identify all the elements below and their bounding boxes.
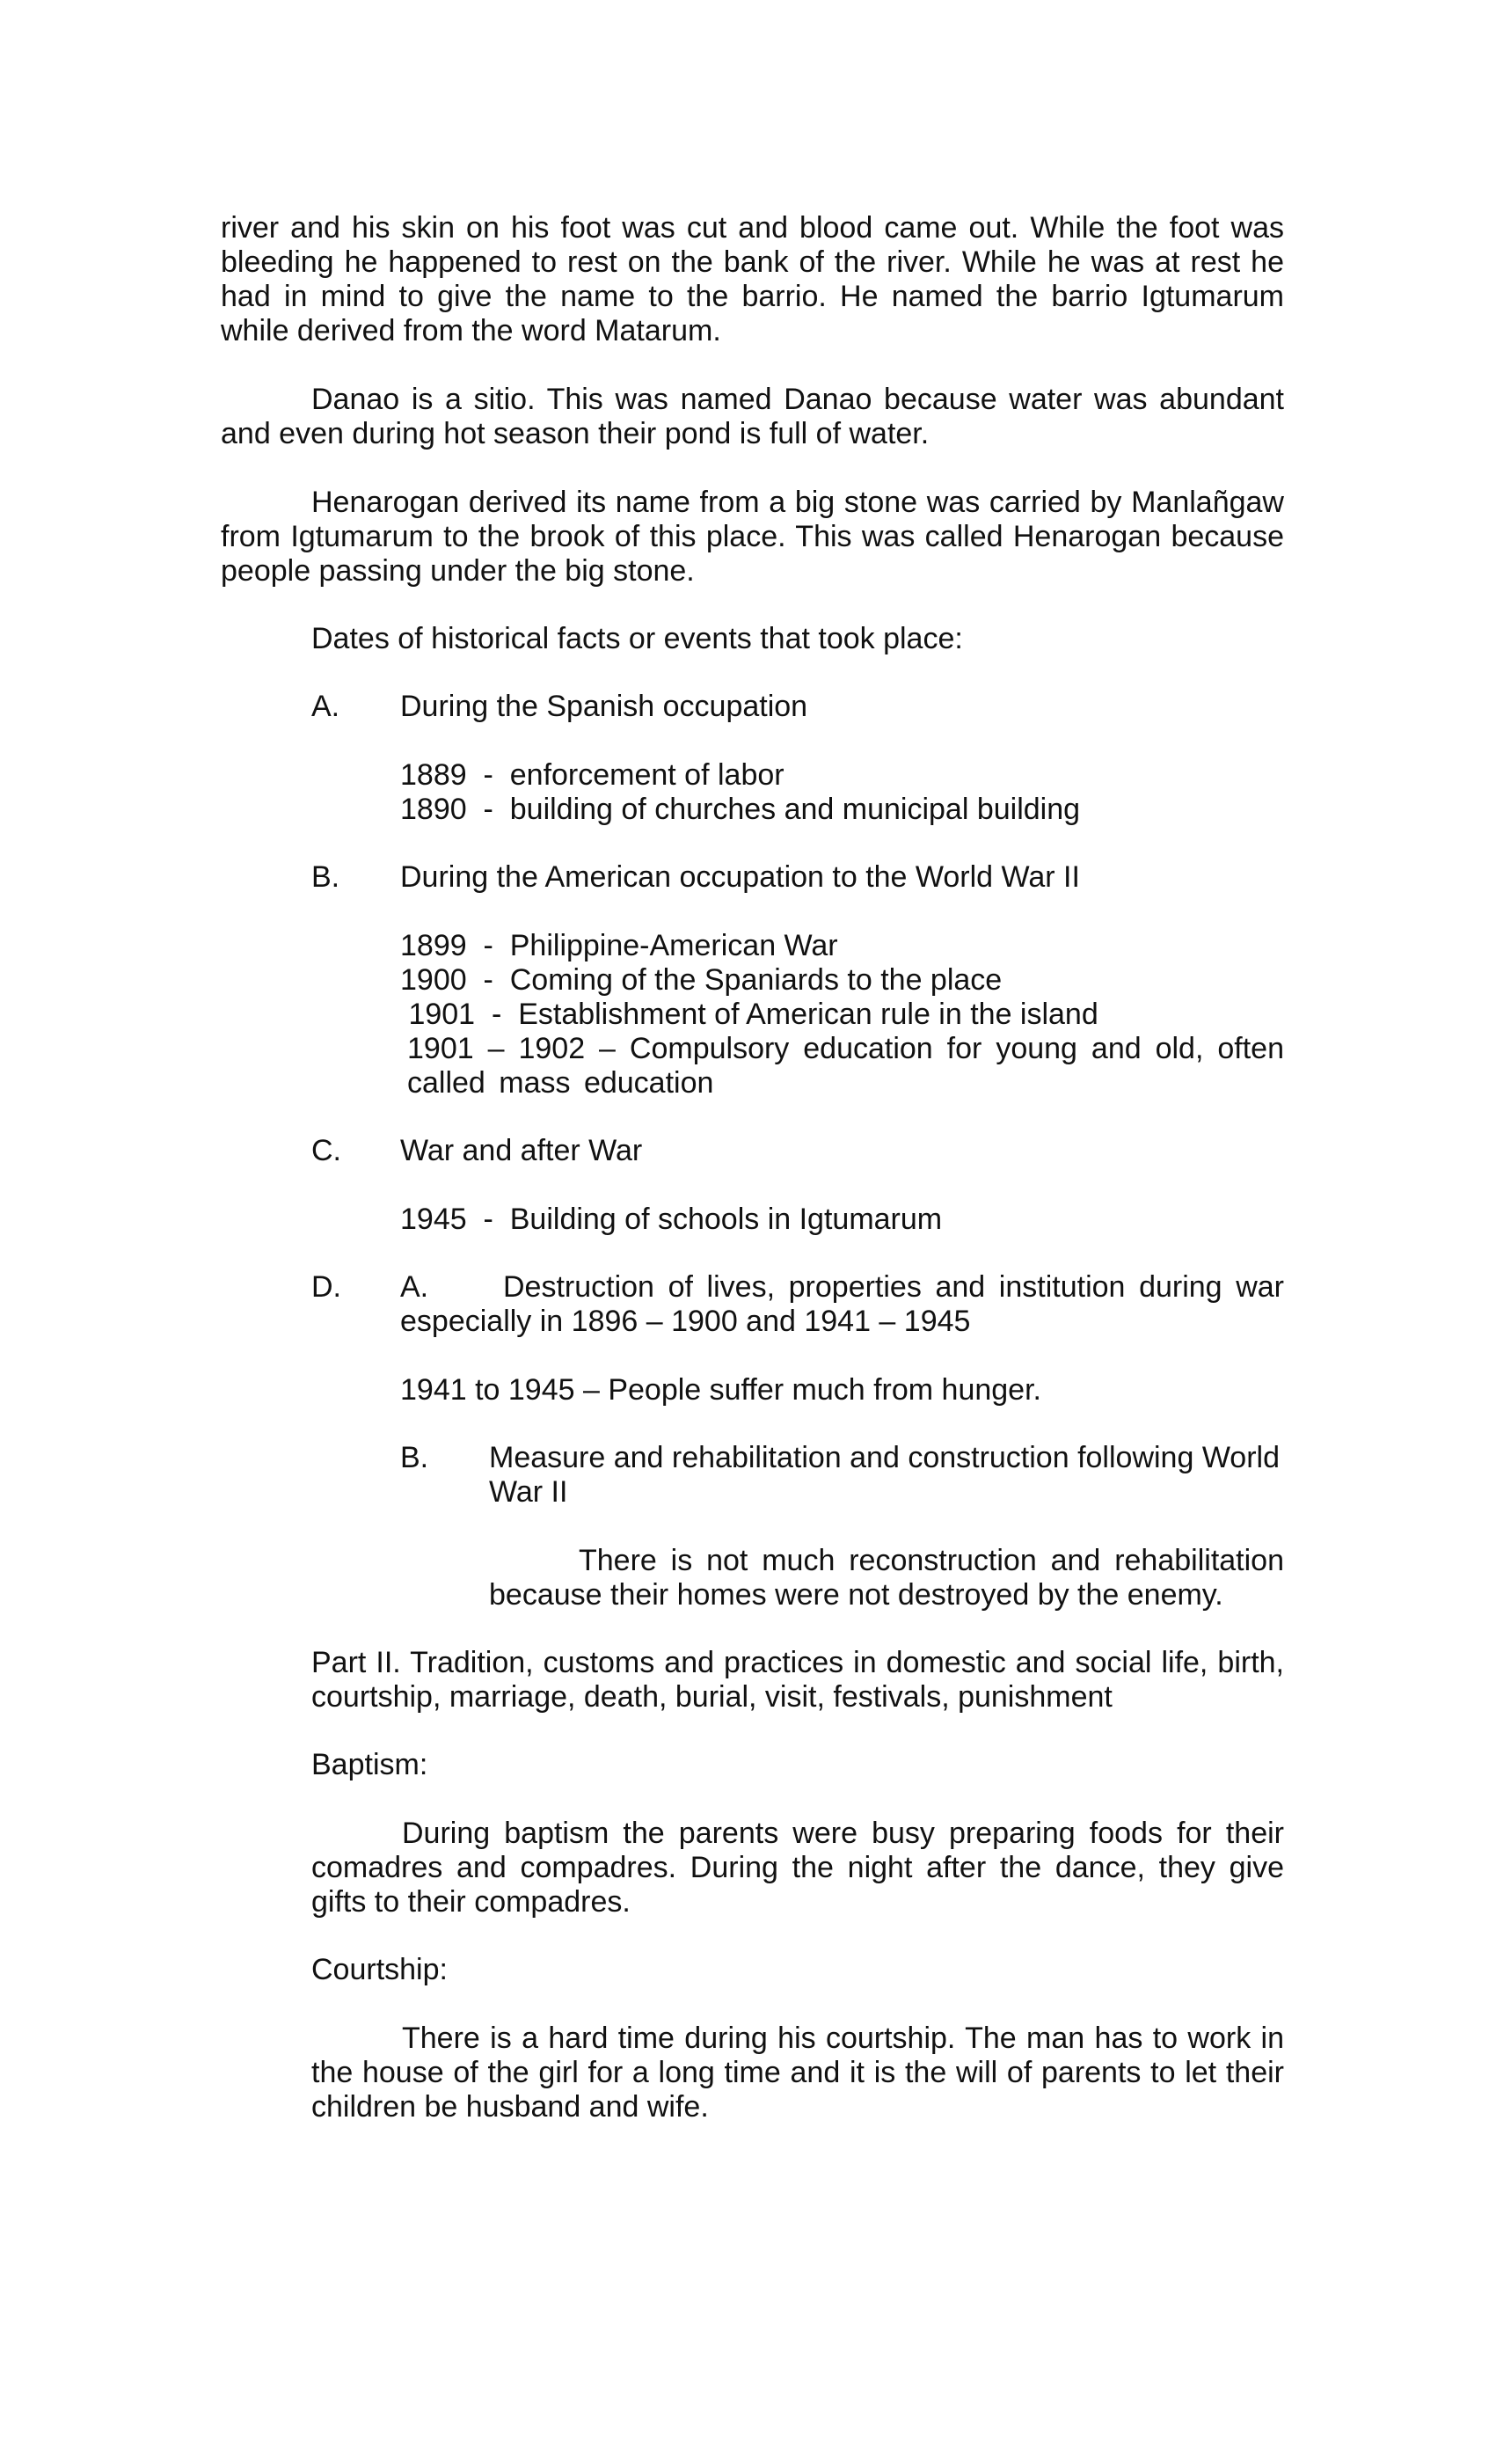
event-item: 1900 - Coming of the Spaniards to the place bbox=[400, 963, 1003, 997]
paragraph-danao: Danao is a sitio. This was named Danao because water was abundant and even during hot season their pond is full of water. bbox=[221, 383, 1284, 450]
section-a-title: During the Spanish occupation bbox=[400, 690, 808, 723]
baptism-heading: Baptism: bbox=[311, 1748, 428, 1781]
section-b-events bbox=[400, 929, 1284, 1032]
section-c-title: War and after War bbox=[400, 1134, 643, 1167]
event-item: 1901 - Establishment of American rule in the island bbox=[400, 998, 1098, 1031]
event-item: 1890 - building of churches and municipal building bbox=[400, 793, 1081, 826]
event-item: 1945 - Building of schools in Igtumarum bbox=[400, 1203, 943, 1236]
section-b-title: During the American occupation to the World War II bbox=[400, 860, 1080, 894]
section-d-label: D. bbox=[311, 1270, 341, 1304]
baptism-paragraph: During baptism the parents were busy preparing foods for their comadres and compadres. During the night after the dance, they give gifts to their compadres. bbox=[311, 1817, 1284, 1919]
paragraph-henarogan: Henarogan derived its name from a big stone was carried by Manlañgaw from Igtumarum to the brook of this place. This was called Henarogan because people passing under the big stone. bbox=[221, 486, 1284, 588]
courtship-heading: Courtship: bbox=[311, 1953, 448, 1986]
part-2-heading: Part II. Tradition, customs and practices in domestic and social life, birth, courtship, marriage, death, burial, visit, festivals, punishment bbox=[311, 1646, 1284, 1714]
section-d-sub-b-label: B. bbox=[400, 1441, 429, 1474]
courtship-paragraph: There is a hard time during his courtship. The man has to work in the house of the girl for a long time and it is the will of parents to let their children be husband and wife. bbox=[311, 2022, 1284, 2124]
section-a-label: A. bbox=[311, 690, 340, 723]
paragraph-igtumarum-origin: river and his skin on his foot was cut and blood came out. While the foot was bleeding he happened to rest on the bank of the river. While he was at rest he had in mind to give the name to the barrio. He named the barrio Igtumarum while derived from the word Matarum. bbox=[221, 211, 1284, 347]
section-d-sub-a-label: A. bbox=[400, 1270, 429, 1304]
section-d-sub-b-text: Measure and rehabilitation and construction following World War II bbox=[489, 1441, 1280, 1509]
section-c-events bbox=[400, 1203, 1284, 1237]
section-b-label: B. bbox=[311, 860, 340, 894]
section-d-sub-b-detail: There is not much reconstruction and rehabilitation because their homes were not destroyed by the enemy. bbox=[489, 1544, 1284, 1612]
event-item-mass-education: 1901 – 1902 – Compulsory education for young and old, often called mass education bbox=[407, 1032, 1284, 1100]
event-item: 1889 - enforcement of labor bbox=[400, 758, 784, 792]
section-d-hunger-note: 1941 to 1945 – People suffer much from hunger. bbox=[400, 1373, 1041, 1407]
section-a-events bbox=[400, 758, 1284, 827]
dates-heading: Dates of historical facts or events that took place: bbox=[311, 622, 963, 655]
event-item: 1899 - Philippine-American War bbox=[400, 929, 838, 962]
section-c-label: C. bbox=[311, 1134, 341, 1167]
section-d-sub-a-text: Destruction of lives, properties and institution during war especially in 1896 – 1900 and 1941 – 1945 bbox=[400, 1270, 1284, 1338]
